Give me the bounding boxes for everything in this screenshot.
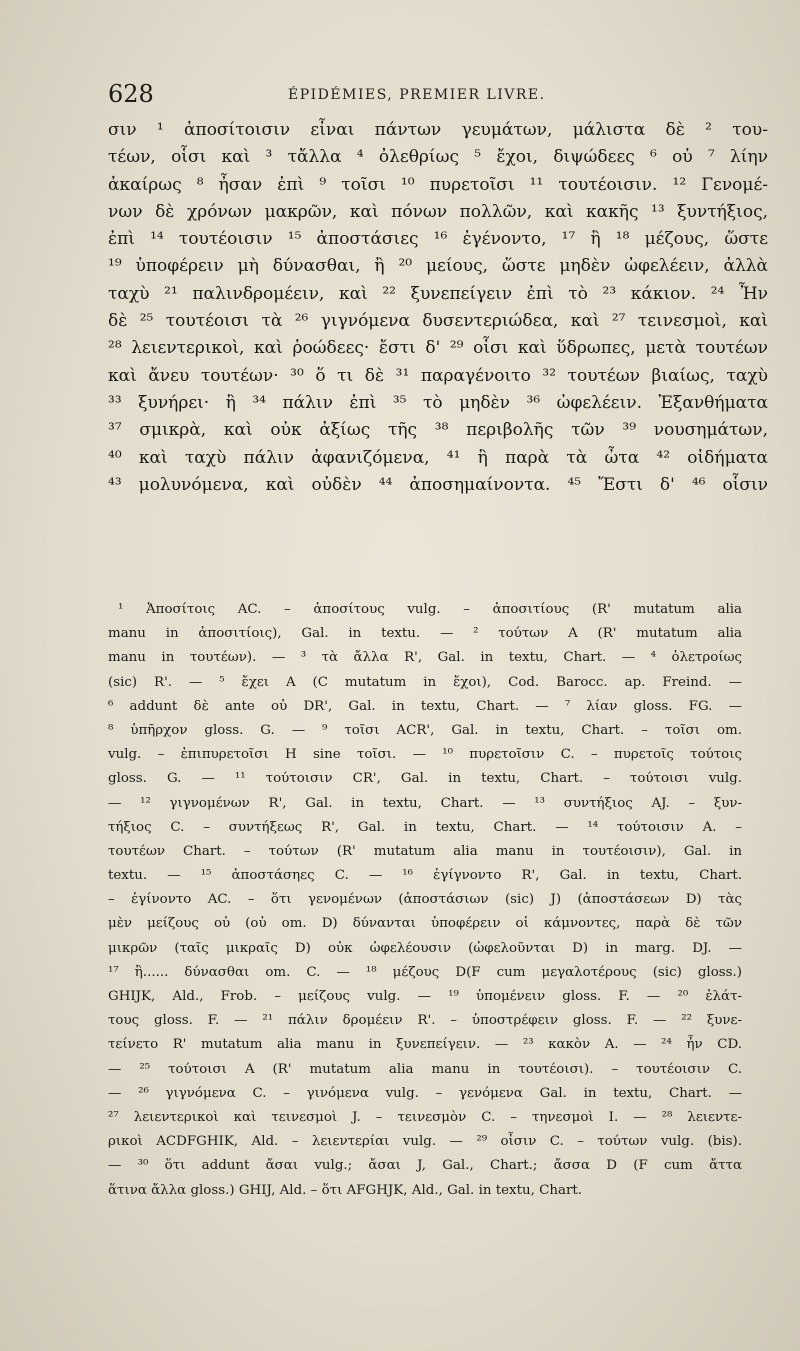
text-line: ταχὺ ²¹ παλινδρομέειν, καὶ ²² ξυνεπείγειν ἐπὶ τὸ ²³ κάκιον. ²⁴ Ἦν: [108, 283, 768, 304]
text-line: ³⁷ σμικρὰ, καὶ οὐκ ἀξίως τῆς ³⁸ περιβολῆς τῶν ³⁹ νουσημάτων,: [108, 420, 768, 441]
page-header: [108, 80, 740, 110]
footnote-line: ἅτινα ἄλλα gloss.) GHIJ, Ald. – ὅτι AFGHJK, Ald., Gal. in textu, Chart.: [108, 1182, 583, 1198]
footnote-line: τείνετο R' mutatum alia manu in ξυνεπείγειν. — ²³ κακὸν A. — ²⁴ ἦν CD.: [108, 1037, 742, 1053]
text-line: ³³ ξυνήρει· ἢ ³⁴ πάλιν ἐπὶ ³⁵ τὸ μηδὲν ³⁶ ὠφελέειν. Ἐξανθήματα: [108, 392, 768, 413]
text-line: ἀκαίρως ⁸ ἦσαν ἐπὶ ⁹ τοῖσι ¹⁰ πυρετοῖσι ¹¹ τουτέοισιν. ¹² Γενομέ-: [108, 174, 768, 195]
text-line: ²⁸ λειεντερικοὶ, καὶ ῥοώδεες· ἔστι δ' ²⁹ οἷσι καὶ ὕδρωπες, μετὰ τουτέων: [108, 338, 768, 359]
text-line: ⁴⁰ καὶ ταχὺ πάλιν ἀφανιζόμενα, ⁴¹ ἢ παρὰ τὰ ὦτα ⁴² οἰδήματα: [108, 447, 768, 468]
footnote-line: manu in τουτέων). — ³ τὰ ἄλλα R', Gal. in textu, Chart. — ⁴ ὀλετροίως: [108, 650, 742, 666]
text-line: δὲ ²⁵ τουτέοισι τὰ ²⁶ γιγνόμενα δυσεντεριώδεα, καὶ ²⁷ τεινεσμοὶ, καὶ: [108, 311, 768, 332]
footnote-line: μὲν μείζους οὐ (οὐ om. D) δύνανται ὑποφέρειν οἱ κάμνοντες, παρὰ δὲ τῶν: [108, 916, 742, 932]
footnote-line: vulg. – ἐπιπυρετοῖσι H sine τοῖσι. — ¹⁰ πυρετοῖσιν C. – πυρετοῖς τούτοις: [108, 747, 742, 763]
text-line: καὶ ἄνευ τουτέων· ³⁰ ὅ τι δὲ ³¹ παραγένοιτο ³² τουτέων βιαίως, ταχὺ: [108, 365, 768, 386]
footnote-line: gloss. G. — ¹¹ τούτοισιν CR', Gal. in textu, Chart. – τούτοισι vulg.: [108, 771, 742, 787]
text-line: ἐπὶ ¹⁴ τουτέοισιν ¹⁵ ἀποστάσιες ¹⁶ ἐγένοντο, ¹⁷ ἢ ¹⁸ μέζους, ὥστε: [108, 229, 768, 250]
footnote-line: ⁸ ὑπῆρχον gloss. G. — ⁹ τοῖσι ACR', Gal. in textu, Chart. – τοῖσι om.: [108, 722, 742, 738]
footnote-line: τήξιος C. – συντήξεως R', Gal. in textu, Chart. — ¹⁴ τούτοισιν A. –: [108, 819, 742, 835]
footnote-line: — ¹² γιγνομένων R', Gal. in textu, Chart. — ¹³ συντήξιος AJ. – ξυν-: [108, 795, 742, 811]
text-line: σιν ¹ ἀποσίτοισιν εἶναι πάντων γευμάτων, μάλιστα δὲ ² του-: [108, 120, 768, 140]
text-line: τέων, οἷσι καὶ ³ τἄλλα ⁴ ὀλεθρίως ⁵ ἔχοι, διψώδεες ⁶ οὐ ⁷ λίην: [108, 147, 768, 168]
footnote-line: ¹⁷ ἢ...... δύνασθαι om. C. — ¹⁸ μέζους D(F cum μεγαλοτέρους (sic) gloss.): [108, 964, 742, 980]
footnote-line: manu in ἀποσιτίοις), Gal. in textu. — ² τούτων A (R' mutatum alia: [108, 626, 742, 642]
footnote-line: τουτέων Chart. – τούτων (R' mutatum alia manu in τουτέοισιν), Gal. in: [108, 843, 742, 859]
text-line: ¹⁹ ὑποφέρειν μὴ δύνασθαι, ἢ ²⁰ μείους, ὥστε μηδὲν ὠφελέειν, ἀλλὰ: [108, 256, 768, 277]
text-line: ⁴³ μολυνόμενα, καὶ οὐδὲν ⁴⁴ ἀποσημαίνοντα. ⁴⁵ Ἔστι δ' ⁴⁶ οἷσιν: [108, 474, 768, 495]
footnote-line: τους gloss. F. — ²¹ πάλιν δρομέειν R'. – ὑποστρέφειν gloss. F. — ²² ξυνε-: [108, 1013, 742, 1029]
footnote-line: ¹ Ἀποσίτοις AC. – ἀποσίτους vulg. – ἀποσιτίους (R' mutatum alia: [118, 602, 742, 617]
footnote-line: ²⁷ λειεντερικοὶ καὶ τεινεσμοὶ J. – τεινεσμὸν C. – τηνεσμοὶ I. — ²⁸ λειεντε-: [108, 1109, 742, 1125]
running-title: ÉPIDÉMIES, PREMIER LIVRE.: [288, 87, 546, 103]
footnote-line: ⁶ addunt δὲ ante οὐ DR', Gal. in textu, Chart. — ⁷ λίαν gloss. FG. —: [108, 698, 742, 714]
footnote-line: (sic) R'. — ⁵ ἔχει A (C mutatum in ἔχοι), Cod. Barocc. ap. Freind. —: [108, 674, 742, 690]
footnote-line: textu. — ¹⁵ ἀποστάσηες C. — ¹⁶ ἐγίγνοντο R', Gal. in textu, Chart.: [108, 868, 742, 884]
footnote-line: GHIJK, Ald., Frob. – μείζους vulg. — ¹⁹ ὑπομένειν gloss. F. — ²⁰ ἐλάτ-: [108, 989, 742, 1004]
footnote-line: – ἐγίνοντο AC. – ὅτι γενομένων (ἀποστάσιων (sic) J) (ἀποστάσεων D) τὰς: [108, 892, 742, 908]
main-text-block: [108, 117, 768, 499]
footnote-line: — ²⁵ τούτοισι A (R' mutatum alia manu in τουτέοισι). – τουτέοισιν C.: [108, 1061, 742, 1077]
footnotes-block: [108, 598, 742, 1203]
footnote-line: — ³⁰ ὅτι addunt ἄσαι vulg.; ἄσαι J, Gal., Chart.; ἄσσα D (F cum ἄττα: [108, 1158, 742, 1174]
footnote-line: μικρῶν (ταῖς μικραῖς D) οὐκ ὠφελέουσιν (ὠφελοῦνται D) in marg. DJ. —: [108, 940, 742, 956]
footnote-line: — ²⁶ γιγνόμενα C. – γινόμενα vulg. – γενόμενα Gal. in textu, Chart. —: [108, 1085, 742, 1101]
page-number: 628: [108, 80, 154, 108]
text-line: νων δὲ χρόνων μακρῶν, καὶ πόνων πολλῶν, καὶ κακῆς ¹³ ξυντήξιος,: [108, 201, 768, 222]
footnote-line: ρικοὶ ACDFGHIK, Ald. – λειεντερίαι vulg. — ²⁹ οἷσιν C. – τούτων vulg. (bis).: [108, 1134, 742, 1150]
